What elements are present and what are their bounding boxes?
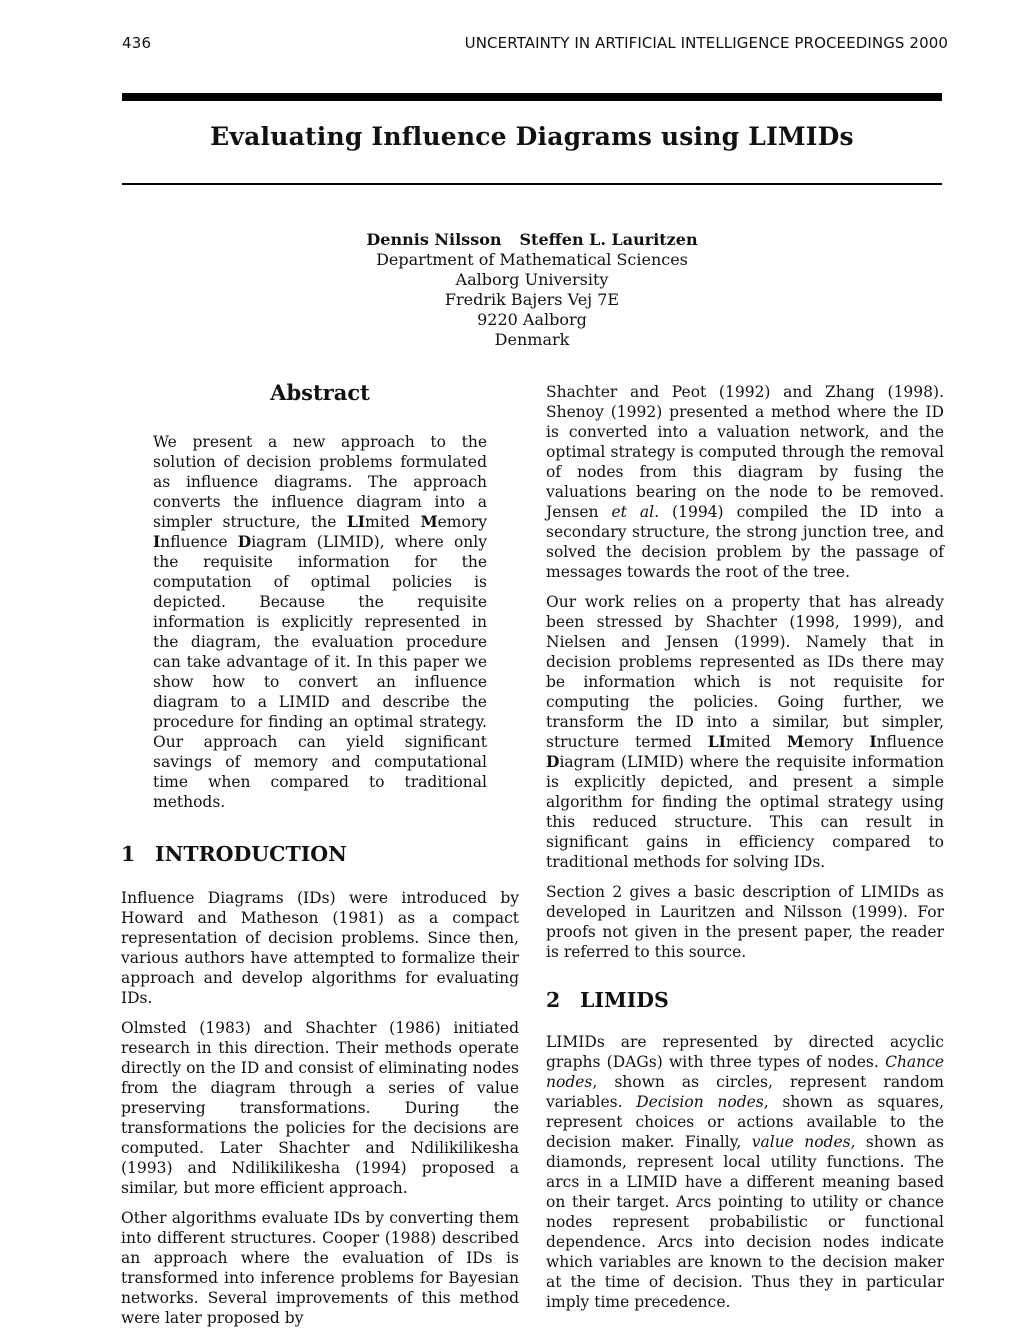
- affiliation-line: Denmark: [494, 330, 570, 349]
- paragraph: Our work relies on a property that has already been stressed by Shachter (1998, 1999), and Nielsen and Jensen (1999). Namely that in decision problems represented as IDs there may be information which is not requisite for computing the policies. Going further, we transform the ID into a similar, but simpler, structure termed LImited Memory Influence Diagram (LIMID) where the requisite information is explicitly depicted, and present a simple algorithm for finding the optimal strategy using this reduced structure. This can result in significant gains in efficiency compared to traditional methods for solving IDs.: [546, 593, 944, 871]
- paragraph: Other algorithms evaluate IDs by converting them into different structures. Cooper (1988) described an approach where the evaluation of IDs is transformed into inference problems for Bayesian networks. Several improvements of this method were later proposed by: [121, 1209, 519, 1327]
- paragraph: LIMIDs are represented by directed acyclic graphs (DAGs) with three types of nodes. Chance nodes, shown as circles, represent random variables. Decision nodes, shown as squares, represent choices or actions available to the decision maker. Finally, value nodes, shown as diamonds, represent local utility functions. The arcs in a LIMID have a different meaning based on their target. Arcs pointing to utility or chance nodes represent probabilistic or functional dependence. Arcs into decision nodes indicate which variables are known to the decision maker at the time of decision. Thus they in particular imply time precedence.: [546, 1033, 945, 1311]
- affiliation-line: Aalborg University: [455, 270, 609, 289]
- affiliation-line: Fredrik Bajers Vej 7E: [444, 290, 620, 309]
- page-number: 436: [122, 34, 152, 52]
- abstract-body: We present a new approach to the solution of decision problems formulated as influence diagrams. The approach converts the influence diagram into a simpler structure, the LImited Memory Influence Diagram (LIMID), where only the requisite information for the computation of optimal policies is depicted. Because the requisite information is explicitly represented in the diagram, the evaluation procedure can take advantage of it. In this paper we show how to convert an influence diagram to a LIMID and describe the procedure for finding an optimal strategy. Our approach can yield significant savings of memory and computational time when compared to traditional methods.: [153, 433, 487, 811]
- paragraph: Shachter and Peot (1992) and Zhang (1998). Shenoy (1992) presented a method where the ID is converted into a valuation network, and the optimal strategy is computed through the removal of nodes from this diagram by fusing the valuations bearing on the node to be removed. Jensen et al. (1994) compiled the ID into a secondary structure, the strong junction tree, and solved the decision problem by the passage of messages towards the root of the tree.: [546, 383, 944, 581]
- affiliation-line: Department of Mathematical Sciences: [376, 250, 688, 269]
- author-names: [330, 230, 734, 250]
- author-name: Steffen L. Lauritzen: [519, 230, 698, 249]
- section-1-heading: 1 INTRODUCTION: [121, 842, 347, 866]
- running-header: UNCERTAINTY IN ARTIFICIAL INTELLIGENCE PROCEEDINGS 2000: [464, 34, 948, 52]
- left-column: [121, 382, 519, 1338]
- title-top-rule: [122, 93, 942, 101]
- abstract-heading: Abstract: [270, 380, 370, 405]
- author-name: Dennis Nilsson: [366, 230, 502, 249]
- paragraph: Olmsted (1983) and Shachter (1986) initiated research in this direction. Their methods operate directly on the ID and consist of eliminating nodes from the diagram through a series of value preserving transformations. During the transformations the policies for the decisions are computed. Later Shachter and Ndilikilikesha (1993) and Ndilikilikesha (1994) proposed a similar, but more efficient approach.: [121, 1019, 519, 1197]
- paragraph: Section 2 gives a basic description of LIMIDs as developed in Lauritzen and Nilsson (1999). For proofs not given in the present paper, the reader is referred to this source.: [546, 883, 944, 961]
- title-bottom-rule: [122, 183, 942, 185]
- paragraph: Influence Diagrams (IDs) were introduced by Howard and Matheson (1981) as a compact representation of decision problems. Since then, various authors have attempted to formalize their approach and develop algorithms for evaluating IDs.: [121, 889, 519, 1007]
- right-column: [546, 382, 944, 1322]
- affiliation-line: 9220 Aalborg: [477, 310, 587, 329]
- paper-title: Evaluating Influence Diagrams using LIMIDs: [210, 122, 854, 151]
- author-block: [330, 230, 734, 350]
- section-2-heading: 2 LIMIDS: [546, 988, 669, 1012]
